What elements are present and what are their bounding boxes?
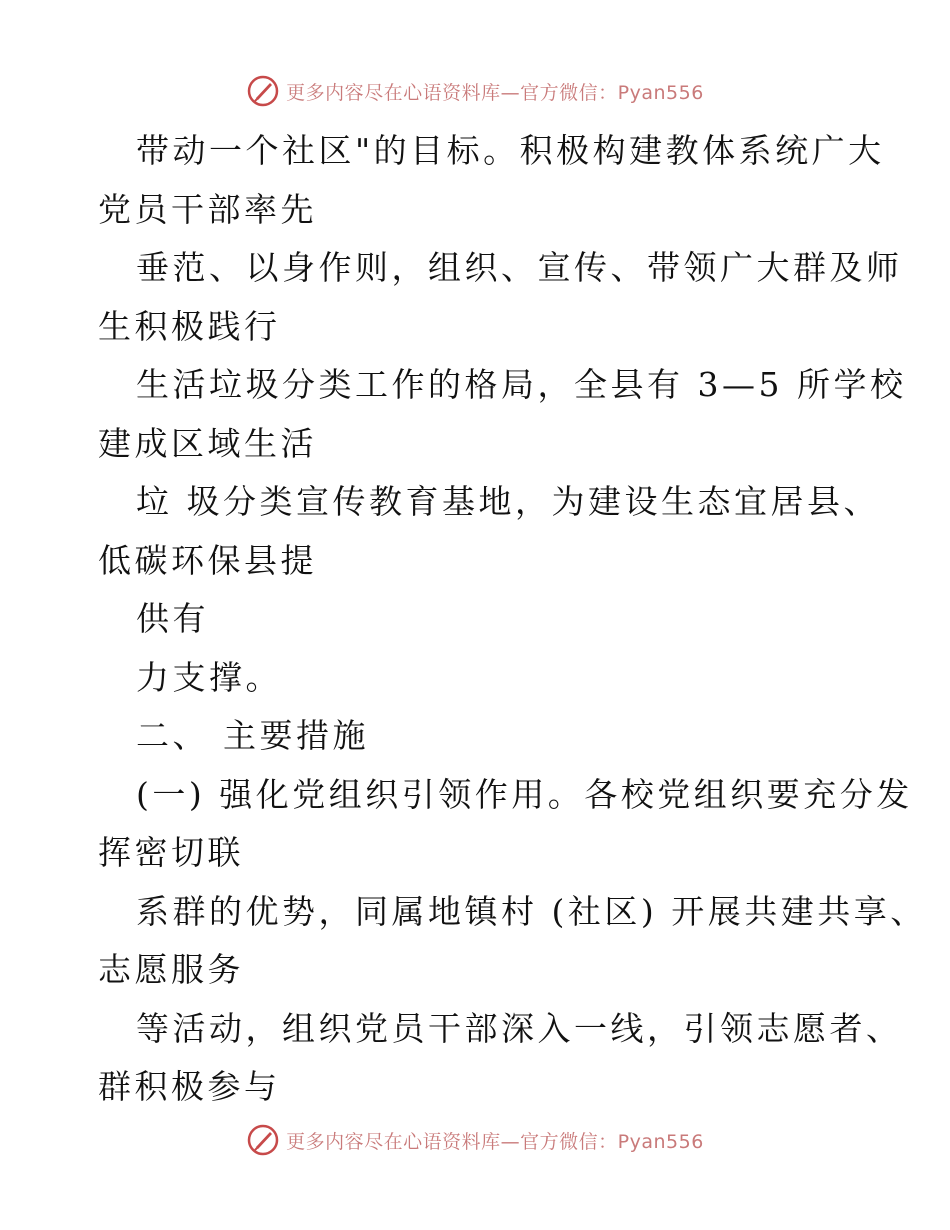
text-line: (一) 强化党组织引领作用。各校党组织要充分发 [136, 774, 913, 814]
watermark-text: 更多内容尽在心语资料库—官方微信：Pyan556 [286, 1130, 704, 1153]
text-line: 低碳环保县提 [98, 540, 317, 580]
text-line: 生活垃圾分类工作的格局，全县有 3—5 所学校 [136, 365, 907, 404]
document-body [98, 122, 927, 1117]
quill-logo-icon [246, 74, 280, 108]
text-line: 等活动，组织党员干部深入一线，引领志愿者、 [136, 1008, 903, 1048]
text-line: 志愿服务 [98, 950, 244, 989]
text-line: 挥密切联 [98, 833, 244, 872]
text-line: 带动一个社区"的目标。积极构建教体系统广大 [136, 131, 885, 170]
section-heading: 二、 主要措施 [136, 716, 369, 755]
text-line: 生积极践行 [98, 306, 281, 346]
header-watermark [0, 71, 950, 111]
text-line: 供有 [136, 599, 209, 638]
text-line: 垂范、以身作则，组织、宣传、带领广大群及师 [136, 248, 903, 287]
text-line: 建成区域生活 [98, 423, 317, 463]
watermark-text: 更多内容尽在心语资料库—官方微信：Pyan556 [286, 81, 704, 104]
text-line: 系群的优势，同属地镇村 (社区) 开展共建共享、 [136, 891, 927, 931]
quill-logo-icon [246, 1123, 280, 1157]
text-line: 群积极参与 [98, 1067, 281, 1106]
text-line: 垃 圾分类宣传教育基地，为建设生态宜居县、 [136, 482, 880, 521]
text-line: 力支撑。 [136, 657, 282, 697]
text-line: 党员干部率先 [98, 189, 317, 229]
footer-watermark [0, 1120, 950, 1160]
